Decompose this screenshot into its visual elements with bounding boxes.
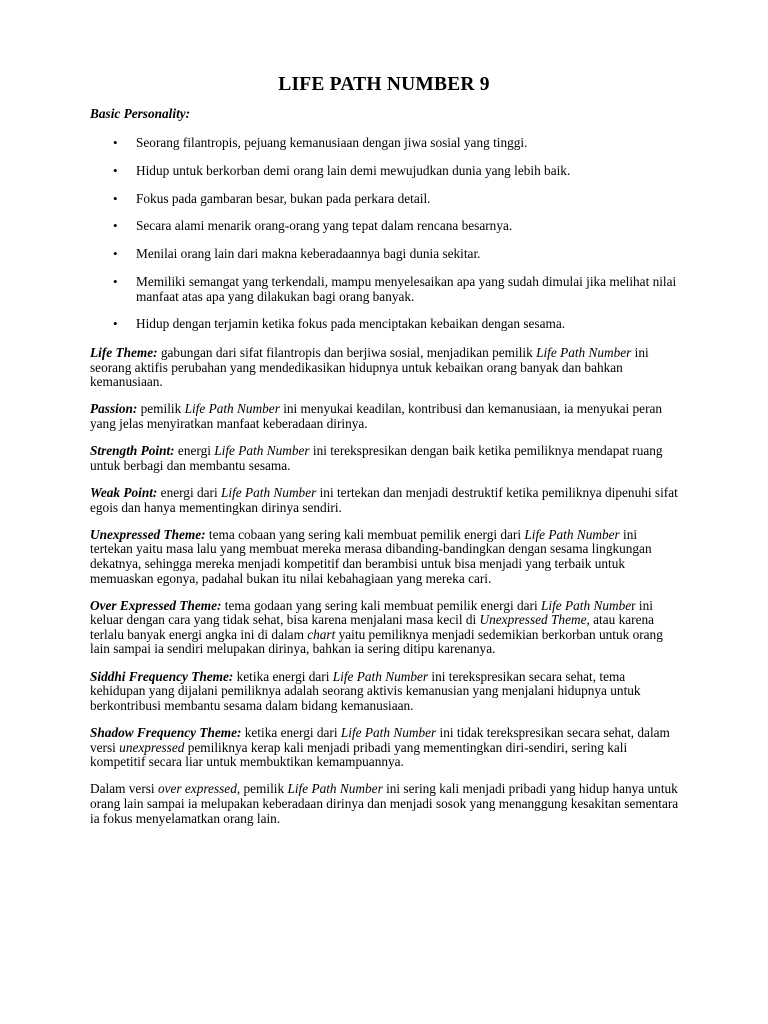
paragraph-text: ini menyukai keadilan, kontribusi dan kemanusiaan, ia menyukai peran yang jelas menyiratkan manfaat keberadaan dirinya. — [90, 401, 663, 431]
list-item — [90, 192, 690, 207]
over-expressed-theme-label: Over Expressed Theme: — [90, 597, 222, 613]
emphasis-text: Life Path Number — [287, 781, 383, 797]
emphasis-text: chart — [307, 626, 336, 642]
emphasis-text: over expressed — [157, 781, 237, 797]
shadow-frequency-theme-paragraph — [90, 726, 680, 770]
paragraph-text: tema cobaan yang sering kali membuat pemilik energi dari — [205, 526, 525, 542]
emphasis-text: Life Path Number — [536, 345, 632, 360]
basic-personality-list — [90, 136, 690, 345]
list-item — [90, 219, 690, 234]
list-item — [90, 275, 690, 304]
over-expressed-theme-paragraph — [90, 599, 680, 657]
paragraph-text: gabungan dari sifat filantropis dan berjiwa sosial, menjadikan pemilik — [157, 345, 537, 360]
weak-point-label: Weak Point: — [90, 484, 158, 500]
strength-point-paragraph — [90, 444, 680, 473]
bullet-icon: • — [113, 135, 118, 150]
bullet-icon: • — [113, 218, 118, 234]
paragraph-text: pemiliknya kerap kali menjadi pribadi yang mementingkan diri-sendiri, sering kali kompetitif secara liar untuk membuktikan kemampuannya. — [90, 739, 628, 770]
paragraph-text: , atau karena terlalu banyak energi angka ini di dalam — [90, 612, 655, 642]
paragraph-text: ketika energi dari — [241, 725, 341, 741]
basic-personality-heading: Basic Personality: — [90, 106, 191, 121]
emphasis-text: Life Path Number — [184, 401, 280, 417]
paragraph-text: ini tertekan yaitu masa lalu yang membuat mereka merasa dibanding-bandingkan dengan sesama lingkungan dekatnya, sehingga mereka menjadi kompetitif dan berambisi untuk bisa menjadi yang terbaik untuk memuaskan egonya, padahal bukan itu nilai kebahagiaan yang mereka cari. — [90, 526, 652, 586]
paragraph-text: tema godaan yang sering kali membuat pemilik energi dari — [221, 597, 541, 613]
list-item — [90, 317, 690, 332]
emphasis-text: Life Path Number — [214, 443, 310, 459]
life-theme-paragraph — [90, 346, 680, 390]
list-item-text: Secara alami menarik orang-orang yang tepat dalam rencana besarnya. — [136, 218, 513, 234]
paragraph-text: energi dari — [157, 484, 221, 500]
bullet-icon: • — [113, 273, 118, 289]
emphasis-text: Unexpressed Theme — [479, 612, 587, 628]
paragraph-text: ini sering kali menjadi pribadi yang hidup hanya untuk orang lain sampai ia melupakan keberadaan dirinya dan menjadi sosok yang menanggung kesakitan sementara ia fokus menyelamatkan orang lain. — [90, 781, 679, 826]
passion-paragraph — [90, 402, 680, 431]
life-theme-label: Life Theme: — [90, 345, 158, 360]
siddhi-frequency-theme-label: Siddhi Frequency Theme: — [90, 668, 234, 684]
list-item-text: Menilai orang lain dari makna keberadaannya bagi dunia sekitar. — [136, 246, 481, 262]
unexpressed-theme-label: Unexpressed Theme: — [90, 526, 206, 542]
unexpressed-theme-paragraph — [90, 528, 680, 586]
paragraph-text: Dalam versi — [90, 781, 158, 797]
emphasis-text: Life Path Number — [220, 484, 317, 500]
emphasis-text: Life Path Number — [340, 725, 437, 741]
emphasis-text: Life Path Numbe — [541, 597, 632, 613]
bullet-icon: • — [113, 162, 118, 178]
paragraph-text: , pemilik — [236, 781, 288, 797]
paragraph-text: yaitu pemiliknya menjadi sedemikian berkorban untuk orang lain sampai ia sendiri melupakan dirinya, bahkan ia sering ditipu karenanya. — [90, 626, 663, 657]
paragraph-text: energi — [174, 443, 215, 459]
paragraph-text: ini tertekan dan menjadi destruktif ketika pemiliknya dipenuhi sifat egois dan hanya mementingkan dirinya sendiri. — [90, 484, 678, 515]
paragraph-text: pemilik — [137, 401, 185, 417]
list-item-text: Fokus pada gambaran besar, bukan pada perkara detail. — [136, 190, 431, 206]
bullet-icon: • — [113, 316, 118, 332]
list-item-text: Hidup untuk berkorban demi orang lain demi mewujudkan dunia yang lebih baik. — [136, 162, 571, 178]
page-title: LIFE PATH NUMBER 9 — [278, 74, 490, 95]
bullet-icon: • — [113, 246, 118, 262]
shadow-frequency-theme-label: Shadow Frequency Theme: — [90, 725, 242, 741]
list-item — [90, 247, 690, 262]
list-item-text: Hidup dengan terjamin ketika fokus pada menciptakan kebaikan dengan sesama. — [136, 316, 566, 332]
paragraph-text: r ini keluar dengan cara yang tidak sehat, bisa karena menjalani masa kecil di — [90, 597, 653, 628]
emphasis-text: unexpressed — [119, 739, 185, 755]
bullet-icon: • — [113, 190, 118, 206]
list-item — [90, 136, 690, 151]
emphasis-text: Life Path Number — [332, 668, 429, 684]
list-item-text: Memiliki semangat yang terkendali, mampu menyelesaikan apa yang sudah dimulai jika melihat nilai manfaat atas apa yang dilakukan bagi orang banyak. — [136, 273, 677, 304]
paragraph-text: ini terekspresikan dengan baik ketika pemiliknya mendapat ruang untuk berbagi dan membantu sesama. — [90, 443, 663, 473]
paragraph-text: ketika energi dari — [233, 668, 333, 684]
siddhi-frequency-theme-paragraph — [90, 670, 680, 714]
closing-paragraph — [90, 782, 680, 826]
paragraph-text: ini seorang aktifis perubahan yang mendedikasikan hidupnya untuk kebaikan orang banyak dan bahkan kemanusiaan. — [90, 345, 649, 390]
paragraph-text: ini terekspresikan secara sehat, tema kehidupan yang dijalani pemiliknya adalah seorang aktivis kemanusian yang menjalani hidupnya untuk berkontribusi membantu sesama dalam bidang kemanusiaan. — [90, 668, 641, 713]
weak-point-paragraph — [90, 486, 680, 515]
paragraph-text: ini tidak terekspresikan secara sehat, dalam versi — [90, 725, 670, 755]
list-item — [90, 164, 690, 179]
passion-label: Passion: — [90, 401, 138, 417]
body-text — [90, 346, 680, 839]
list-item-text: Seorang filantropis, pejuang kemanusiaan dengan jiwa sosial yang tinggi. — [136, 135, 528, 150]
strength-point-label: Strength Point: — [90, 443, 175, 459]
emphasis-text: Life Path Number — [524, 526, 620, 542]
